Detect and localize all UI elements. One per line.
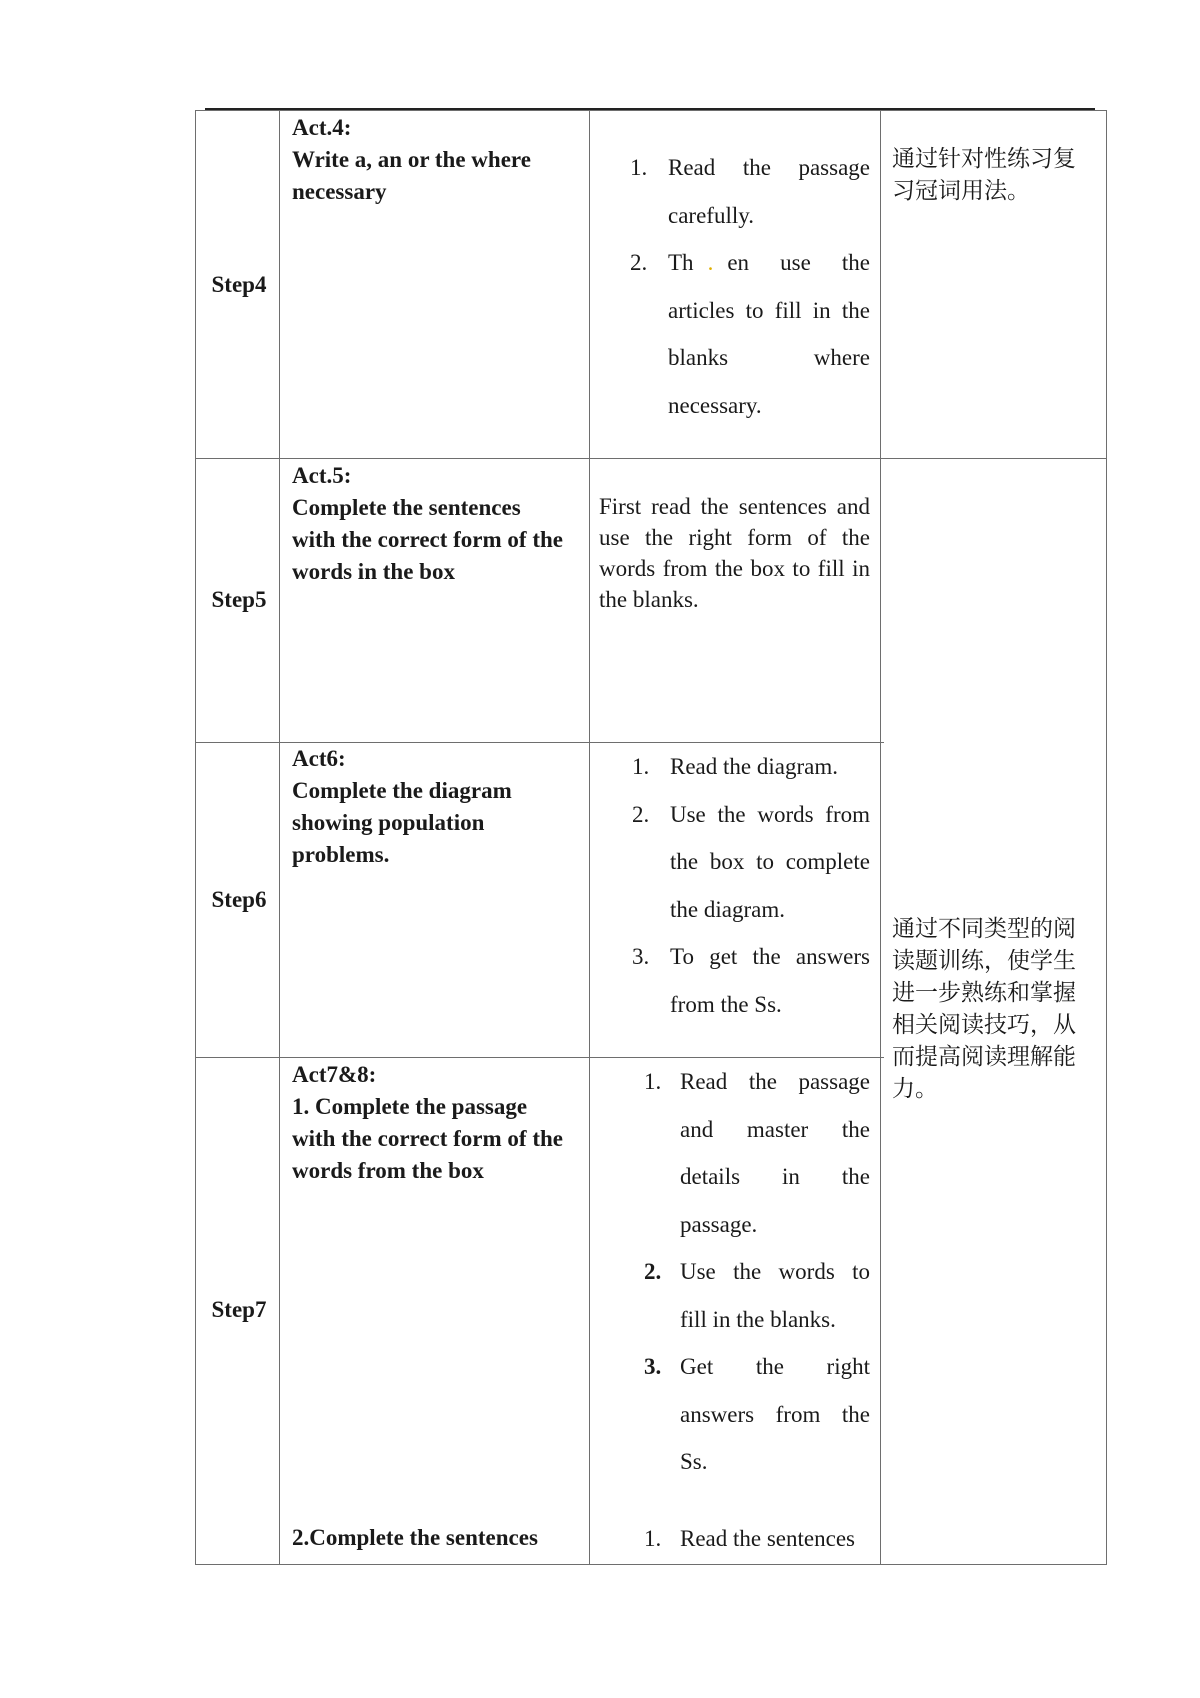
procedure-cell: First read the sentences and use the right form of the words from the box to fill in the blanks.	[599, 494, 870, 612]
list-number: 3.	[644, 1354, 662, 1379]
list-text: blanks where	[668, 345, 870, 370]
column-divider-1	[279, 110, 280, 1564]
list-item	[644, 1248, 870, 1343]
list-item	[644, 1515, 870, 1563]
list-text: Get the right	[680, 1354, 870, 1379]
list-text: Ss.	[680, 1449, 708, 1474]
activity-instruction-line: problems.	[292, 842, 390, 867]
list-item	[644, 1343, 870, 1486]
purpose-line: 通过不同类型的阅	[892, 916, 1076, 942]
highlight-mark: .	[707, 250, 714, 275]
list-text: fill in the blanks.	[680, 1306, 836, 1332]
activity-cell	[292, 112, 584, 208]
list-text: details in the	[680, 1164, 870, 1189]
list-text: articles to fill in the	[668, 297, 870, 323]
procedure-cell	[630, 144, 870, 429]
procedure-list	[644, 1515, 870, 1563]
activity-cell	[292, 460, 584, 588]
activity-instruction-line: Complete the sentences	[292, 495, 521, 520]
list-number: 2.	[632, 801, 650, 827]
column-divider-2	[589, 110, 590, 1564]
list-text: Read the sentences	[680, 1526, 855, 1551]
list-number: 2.	[630, 250, 648, 275]
activity-instruction-line: 1. Complete the passage	[292, 1094, 528, 1119]
procedure-cell	[632, 743, 870, 1028]
purpose-cell	[892, 143, 1102, 207]
step-label: Step6	[211, 887, 267, 912]
purpose-line: 而提高阅读理解能	[892, 1044, 1076, 1070]
purpose-line: 相关阅读技巧，从	[892, 1012, 1076, 1038]
activity-title: Act7&8:	[292, 1062, 377, 1087]
table-border-bottom	[195, 1564, 1107, 1565]
list-text: en use the	[727, 250, 870, 275]
list-text: the diagram.	[670, 896, 785, 922]
purpose-line: 习冠词用法。	[892, 178, 1030, 204]
activity-instruction-line: with the correct form of the	[292, 1126, 563, 1151]
procedure-cell	[644, 1058, 870, 1486]
step-label: Step7	[211, 1297, 267, 1322]
activity-title: Act.5:	[292, 463, 352, 488]
purpose-line: 读题训练，使学生	[892, 948, 1076, 974]
list-number: 1.	[630, 155, 648, 180]
purpose-cell-merged	[892, 913, 1102, 1105]
table-border-left	[195, 110, 196, 1564]
activity-instruction-line: necessary	[292, 179, 387, 204]
step-label: Step5	[211, 587, 267, 612]
procedure-cell-continued	[644, 1515, 870, 1563]
table-border-top	[195, 110, 1107, 111]
list-item	[630, 144, 870, 239]
activity-instruction-line: words in the box	[292, 559, 455, 584]
activity-title: Act6:	[292, 746, 346, 771]
list-text: carefully.	[668, 202, 754, 228]
activity-cell-continued	[292, 1522, 584, 1554]
procedure-list	[644, 1058, 870, 1486]
activity-instruction-line: Complete the diagram	[292, 778, 512, 803]
list-item	[632, 933, 870, 1028]
activity-cell	[292, 743, 584, 871]
procedure-list	[632, 743, 870, 1028]
list-text: Use the words to	[680, 1259, 870, 1284]
activity-instruction-line: 2.Complete the sentences	[292, 1525, 538, 1550]
step-label: Step4	[211, 272, 267, 297]
list-text: and master the	[680, 1116, 870, 1142]
list-item	[630, 239, 870, 429]
procedure-list	[630, 144, 870, 429]
column-divider-3	[880, 110, 881, 1564]
activity-title: Act.4:	[292, 115, 352, 140]
list-text: necessary.	[668, 392, 762, 418]
activity-instruction-line: Write a, an or the where	[292, 147, 531, 172]
list-number: 1.	[632, 754, 650, 779]
list-text: Read the diagram.	[670, 754, 838, 779]
purpose-line: 通过针对性练习复	[892, 146, 1076, 172]
list-text: from the Ss.	[670, 991, 782, 1017]
list-text: Read the passage	[668, 155, 870, 180]
list-text: To get the answers	[670, 944, 870, 969]
list-text: Th	[668, 250, 694, 275]
list-number: 2.	[644, 1259, 662, 1284]
list-text: Use the words from	[670, 801, 870, 827]
list-number: 3.	[632, 944, 650, 969]
purpose-line: 进一步熟练和掌握	[892, 980, 1076, 1006]
list-number: 1.	[644, 1069, 662, 1094]
table-border-right	[1106, 110, 1107, 1564]
list-item	[632, 743, 870, 791]
activity-instruction-line: showing population	[292, 810, 485, 835]
purpose-line: 力。	[892, 1076, 938, 1102]
list-text: answers from the	[680, 1401, 870, 1427]
list-number: 1.	[644, 1526, 662, 1551]
activity-cell	[292, 1059, 584, 1187]
list-item	[644, 1058, 870, 1248]
list-item	[632, 791, 870, 934]
list-text: passage.	[680, 1211, 758, 1237]
list-text: Read the passage	[680, 1069, 870, 1094]
row-divider-step4	[195, 458, 1107, 459]
activity-instruction-line: with the correct form of the	[292, 527, 563, 552]
list-text: the box to complete	[670, 849, 870, 874]
activity-instruction-line: words from the box	[292, 1158, 484, 1183]
